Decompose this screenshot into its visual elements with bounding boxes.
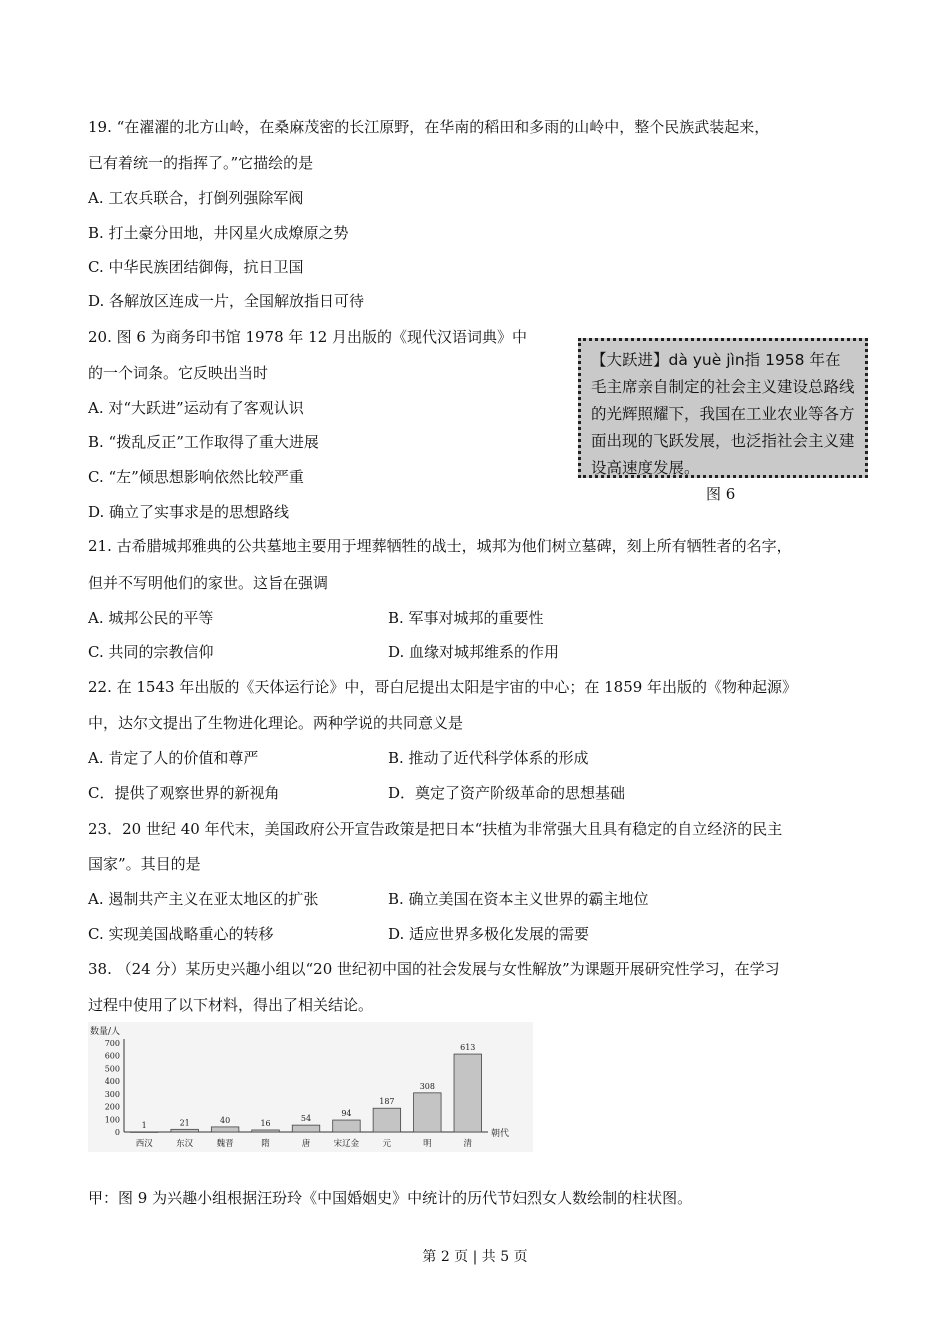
q19-stem: 19. “在濯濯的北方山岭，在桑麻茂密的长江原野，在华南的稻田和多雨的山岭中，整个民族武装起来， (88, 118, 770, 136)
q20-stem: 的一个词条。它反映出当时 (88, 364, 269, 382)
q21-stem: 但并不写明他们的家世。这旨在强调 (88, 574, 329, 592)
bar (454, 1054, 482, 1132)
x-tick-label: 西汉 (135, 1139, 153, 1149)
y-tick-label: 100 (104, 1115, 120, 1125)
data-label: 21 (179, 1118, 190, 1128)
y-tick-label: 400 (104, 1077, 120, 1087)
x-tick-label: 清 (463, 1139, 473, 1149)
q22-option-d: D．奠定了资产阶级革命的思想基础 (388, 784, 626, 802)
q21-option-d: D. 血缘对城邦维系的作用 (388, 643, 560, 661)
q38-stem: 38. （24 分）某历史兴趣小组以“20 世纪初中国的社会发展与女性解放”为课题开展研究性学习，在学习 (88, 960, 780, 978)
q22-option-c: C．提供了观察世界的新视角 (88, 784, 280, 802)
q22-stem: 中，达尔文提出了生物进化理论。两种学说的共同意义是 (88, 714, 464, 732)
bar (292, 1125, 320, 1132)
q38-stem: 过程中使用了以下材料，得出了相关结论。 (88, 996, 374, 1014)
y-tick-label: 700 (104, 1039, 120, 1048)
data-label: 1 (141, 1120, 147, 1130)
q20-option-d: D. 确立了实事求是的思想路线 (88, 503, 290, 521)
y-tick-label: 300 (104, 1089, 120, 1099)
data-label: 94 (341, 1109, 352, 1119)
data-label: 16 (260, 1118, 271, 1128)
q23-option-d: D. 适应世界多极化发展的需要 (388, 925, 590, 943)
bar (333, 1120, 361, 1132)
q22-stem: 22. 在 1543 年出版的《天体运行论》中，哥白尼提出太阳是宇宙的中心；在 1859 年出版的《物种起源》 (88, 678, 798, 696)
figure-9-bar-chart (88, 1022, 533, 1152)
x-tick-label: 魏晋 (216, 1139, 234, 1149)
q20-option-a: A. 对“大跃进”运动有了客观认识 (88, 399, 304, 417)
bar (373, 1108, 401, 1132)
bar (211, 1127, 239, 1132)
q21-option-b: B. 军事对城邦的重要性 (388, 609, 544, 627)
q19-option-b: B. 打土豪分田地，井冈星火成燎原之势 (88, 224, 349, 242)
q21-option-c: C. 共同的宗教信仰 (88, 643, 214, 661)
q19-option-a: A. 工农兵联合，打倒列强除军阀 (88, 189, 304, 207)
bar (252, 1130, 280, 1132)
bar (171, 1129, 199, 1132)
q19-option-c: C. 中华民族团结御侮，抗日卫国 (88, 258, 304, 276)
q38-material-caption: 甲：图 9 为兴趣小组根据汪玢玲《中国婚姻史》中统计的历代节妇烈女人数绘制的柱状图。 (88, 1189, 693, 1207)
x-tick-label: 明 (423, 1139, 432, 1149)
q20-option-c: C. “左”倾思想影响依然比较严重 (88, 468, 304, 486)
data-label: 54 (300, 1114, 312, 1124)
data-label: 187 (379, 1097, 395, 1107)
bar (130, 1132, 158, 1133)
q23-stem: 23．20 世纪 40 年代末，美国政府公开宣告政策是把日本“扶植为非常强大且具有稳定的自立经济的民主 (88, 820, 783, 838)
page-footer: 第 2 页 | 共 5 页 (422, 1249, 528, 1265)
y-axis-label: 数量/人 (90, 1027, 121, 1037)
q23-option-a: A. 遏制共产主义在亚太地区的扩张 (88, 890, 319, 908)
y-tick-label: 200 (104, 1102, 120, 1112)
data-label: 613 (460, 1043, 476, 1053)
bar (414, 1093, 442, 1132)
q20-stem: 20. 图 6 为商务印书馆 1978 年 12 月出版的《现代汉语词典》中 (88, 328, 528, 346)
data-label: 40 (220, 1115, 231, 1125)
x-tick-label: 元 (382, 1139, 392, 1149)
q23-stem: 国家”。其目的是 (88, 855, 201, 873)
q20-option-b: B. “拨乱反正”工作取得了重大进展 (88, 433, 319, 451)
x-tick-label: 唐 (301, 1139, 311, 1149)
q19-stem: 已有着统一的指挥了。”它描绘的是 (88, 154, 314, 172)
q19-option-d: D. 各解放区连成一片，全国解放指日可待 (88, 292, 365, 310)
y-tick-label: 500 (104, 1064, 120, 1074)
q21-stem: 21. 古希腊城邦雅典的公共墓地主要用于埋葬牺牲的战士，城邦为他们树立墓碑，刻上所有牺牲者的名字， (88, 537, 792, 555)
figure-6-dictionary-entry: 【大跃进】dà yuè jìn指 1958 年在毛主席亲自制定的社会主义建设总路线的光辉照耀下，我国在工业农业等各方面出现的飞跃发展，也泛指社会主义建设高速度发展。 (578, 338, 868, 478)
y-tick-label: 0 (114, 1128, 120, 1137)
x-tick-label: 隋 (261, 1139, 270, 1149)
x-axis-label: 朝代 (491, 1129, 510, 1139)
q23-option-c: C. 实现美国战略重心的转移 (88, 925, 274, 943)
q23-option-b: B. 确立美国在资本主义世界的霸主地位 (388, 890, 649, 908)
y-tick-label: 600 (104, 1051, 120, 1061)
data-label: 308 (419, 1081, 435, 1091)
q21-option-a: A. 城邦公民的平等 (88, 609, 214, 627)
q22-option-a: A. 肯定了人的价值和尊严 (88, 749, 259, 767)
q22-option-b: B. 推动了近代科学体系的形成 (388, 749, 589, 767)
x-tick-label: 宋辽金 (333, 1139, 360, 1149)
figure-6-caption: 图 6 (706, 485, 736, 503)
x-tick-label: 东汉 (176, 1139, 194, 1149)
